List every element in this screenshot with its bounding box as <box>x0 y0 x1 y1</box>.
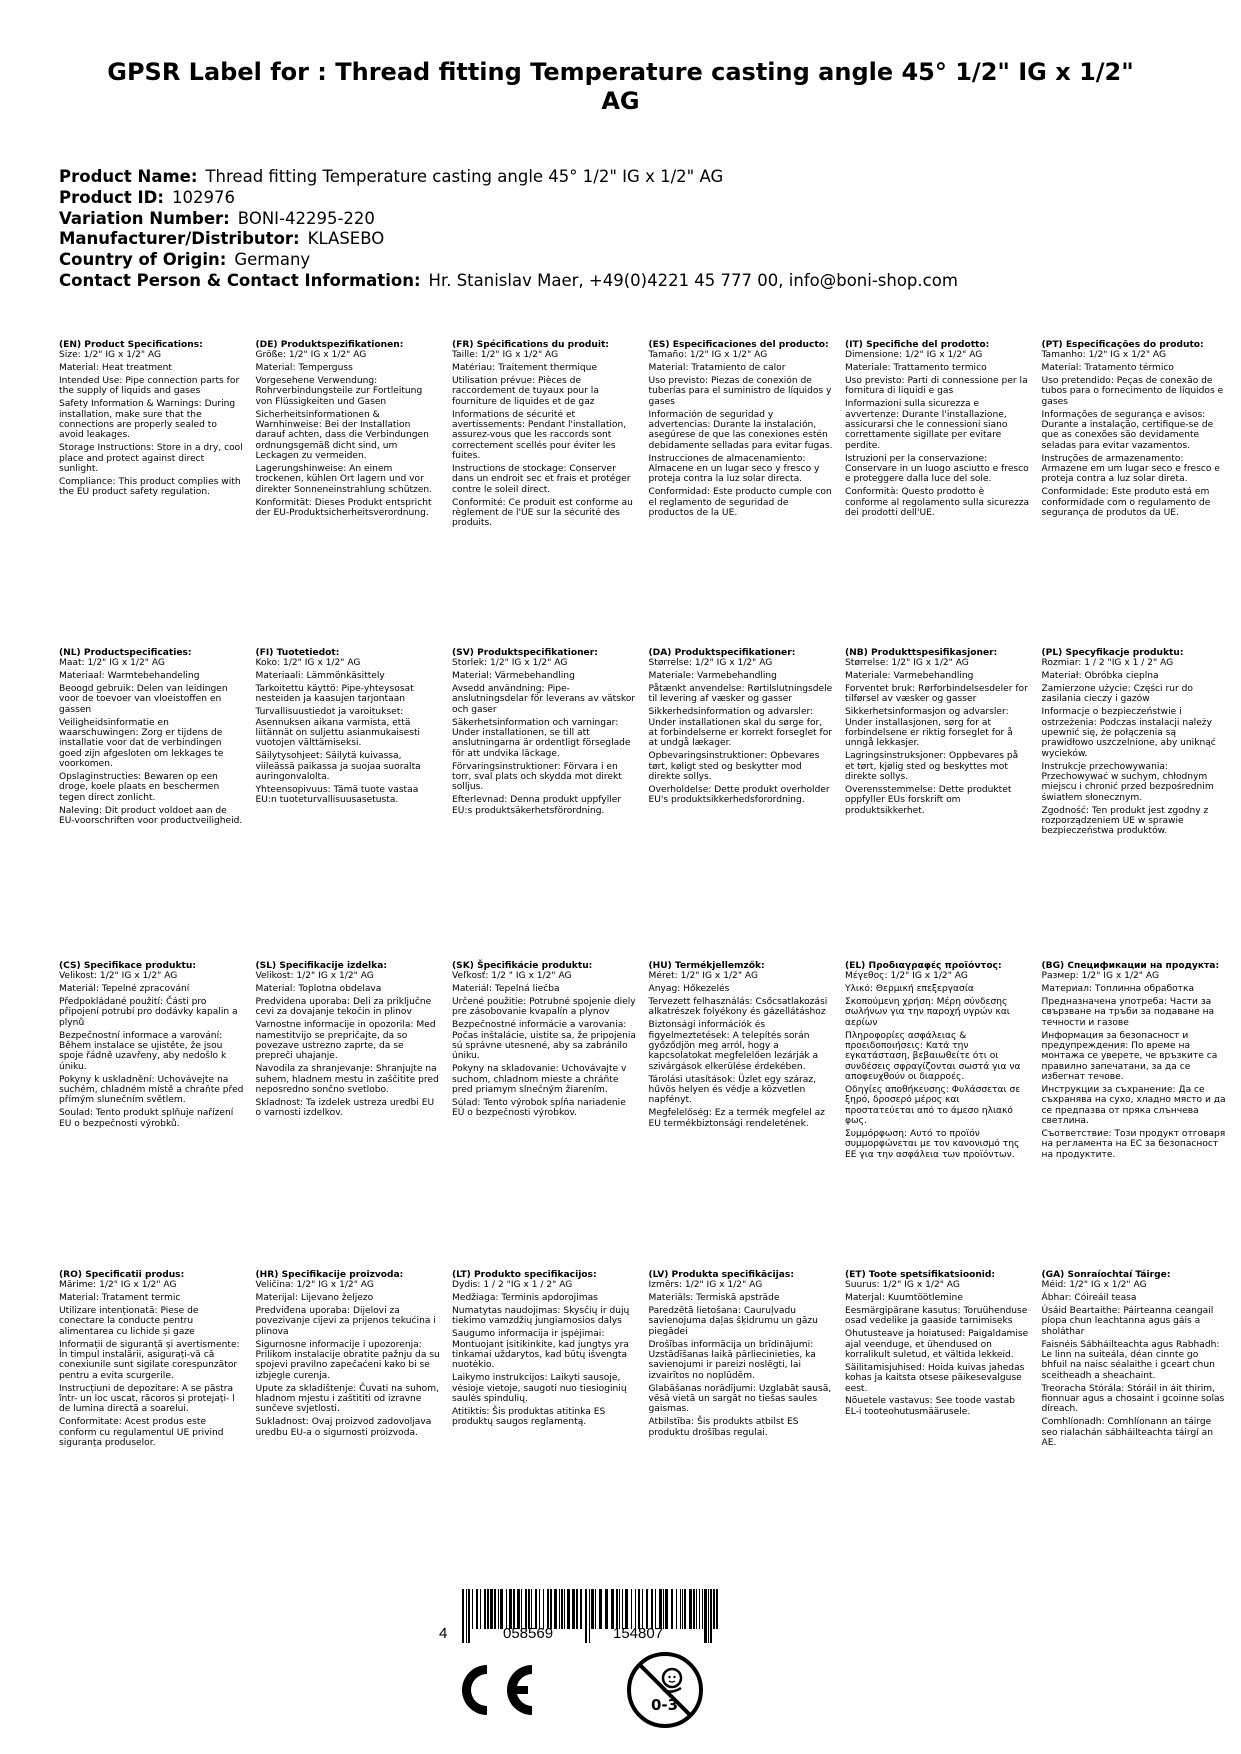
spec-line: Comhlíonadh: Comhlíonann an táirge seo rialachán sábháilteachta táirgí an AE. <box>1041 1417 1213 1449</box>
spec-heading: (ET) Toote spetsifikatsioonid: <box>845 1270 996 1280</box>
spec-block-fr <box>452 340 649 531</box>
spec-line: Nõuetele vastavus: See toode vastab EL-i tooteohutusmäärusele. <box>845 1396 1015 1417</box>
spec-heading: (RO) Specificatii produs: <box>59 1270 185 1280</box>
spec-block-da <box>649 648 846 839</box>
spec-line: Storage Instructions: Store in a dry, cool place and protect against direct sunlight. <box>59 443 243 475</box>
spec-line: Υλικό: Θερμική επεξεργασία <box>845 984 974 995</box>
info-value: BONI-42295-220 <box>237 208 375 228</box>
spec-line: Faisnéis Sábháilteachta agus Rabhadh: Le linn na suiteála, déan cinnte go bhfuil na naisc séalaithe i gceart chun sceitheadh a sheachaint. <box>1041 1339 1220 1381</box>
spec-line: Eesmärgipärane kasutus: Toruühenduse osad vedelike ja gaaside tarnimiseks <box>845 1306 1028 1327</box>
info-value: KLASEBO <box>307 229 385 249</box>
spec-line: Säilitamisjuhised: Hoida kuivas jahedas kohas ja kaitsta otsese päikesevalguse eest. <box>845 1362 1025 1394</box>
spec-line: Material: Tratamento térmico <box>1041 363 1174 374</box>
spec-line: Ábhar: Cóireáil teasa <box>1041 1293 1137 1304</box>
spec-block-lt <box>452 1270 649 1451</box>
info-product-name <box>59 167 1199 188</box>
spec-line: Compliance: This product complies with the EU product safety regulation. <box>59 476 241 498</box>
spec-line: Materiál: Tepelná liečba <box>452 984 560 995</box>
spec-line: Overensstemmelse: Dette produktet oppfyller EUs forskrift om produktsikkerhet. <box>845 784 1012 816</box>
info-value: Hr. Stanislav Maer, +49(0)4221 45 777 00, info@boni-shop.com <box>428 270 958 290</box>
spec-block-de <box>256 340 453 531</box>
info-label: Manufacturer/Distributor: <box>59 229 300 249</box>
spec-line: Zamierzone użycie: Części rur do zasilania cieczy i gazów <box>1041 684 1193 705</box>
spec-line: Atbilstība: Šis produkts atbilst ES produktu drošības regulai. <box>648 1417 799 1438</box>
spec-line: Súlad: Tento výrobok spĺňa nariadenie EÚ o bezpečnosti výrobkov. <box>452 1097 626 1119</box>
spec-heading: (BG) Спецификации на продукта: <box>1041 961 1220 971</box>
spec-line: Instrucciones de almacenamiento: Almacene en un lugar seco y fresco y proteja contra la luz solar directa. <box>648 453 820 485</box>
spec-line: Megfelelőség: Ez a termék megfelel az EU termékbiztonsági rendeletének. <box>648 1108 825 1129</box>
spec-heading: (DA) Produktspecifikationer: <box>648 648 796 658</box>
spec-block-it <box>845 340 1042 531</box>
spec-line: Tarkoitettu käyttö: Pipe-yhteysosat nesteiden ja kaasujen tarjontaan <box>255 684 414 705</box>
spec-line: Размер: 1/2" IG x 1/2" AG <box>1041 971 1159 982</box>
spec-line: Säkerhetsinformation och varningar: Under installationen, se till att anslutningarna är ordentligt förseglade för att undvika läckage. <box>452 717 631 759</box>
spec-line: Beoogd gebruik: Delen van leidingen voor de toevoer van vloeistoffen en gassen <box>59 684 228 715</box>
spec-line: Storlek: 1/2" IG x 1/2" AG <box>452 658 568 669</box>
spec-line: Méret: 1/2" IG x 1/2" AG <box>648 971 759 982</box>
spec-line: Säilytysohjeet: Säilytä kuivassa, viileässä paikassa ja suojaa suoralta auringonvalolta. <box>255 751 421 783</box>
spec-line: Pokyny na skladovanie: Uchovávajte v suchom, chladnom mieste a chráňte pred priamym slnečným žiarením. <box>452 1064 627 1096</box>
info-label: Product ID: <box>59 187 164 207</box>
spec-line: Varnostne informacije in opozorila: Med namestitvijo se prepričajte, da so povezave ustrezno zaprte, da se prepreči uhajanje. <box>255 1020 436 1062</box>
spec-line: Medžiaga: Terminis apdorojimas <box>452 1293 598 1304</box>
spec-line: Tárolási utasítások: Üzlet egy száraz, hűvös helyen és védje a közvetlen napfényt. <box>648 1074 817 1106</box>
spec-line: Taille: 1/2" IG x 1/2" AG <box>452 350 559 361</box>
spec-block-bg <box>1042 961 1239 1163</box>
spec-block-sl <box>256 961 453 1163</box>
spec-line: Materiál: Tepelné zpracování <box>59 984 190 995</box>
spec-block-et <box>845 1270 1042 1451</box>
spec-line: Conformitate: Acest produs este conform cu regulamentul UE privind siguranța produselor. <box>59 1417 224 1449</box>
spec-line: Opbevaringsinstruktioner: Opbevares tørt, køligt sted og beskytter mod direkte sollys. <box>648 751 820 783</box>
spec-line: Maat: 1/2" IG x 1/2" AG <box>59 658 165 669</box>
spec-line: Atitiktis: Šis produktas atitinka ES produktų saugos reglamentą. <box>452 1406 606 1428</box>
spec-heading: (PL) Specyfikacje produktu: <box>1041 648 1184 658</box>
spec-heading: (IT) Specifiche del prodotto: <box>845 340 990 350</box>
spec-line: Πληροφορίες ασφάλειας & προειδοποιήσεις: Κατά την εγκατάσταση, βεβαιωθείτε ότι οι συνδέσεις σφραγίζονται σωστά για να αποφευχθούν οι διαρροές. <box>845 1030 1021 1083</box>
spec-heading: (SK) Špecifikácie produktu: <box>452 961 593 971</box>
spec-heading: (ES) Especificaciones del producto: <box>648 340 829 350</box>
spec-line: Velikost: 1/2" IG x 1/2" AG <box>59 971 178 982</box>
spec-block-el <box>845 961 1042 1163</box>
spec-line: Ohutusteave ja hoiatused: Paigaldamise ajal veenduge, et ühendused on korralikult suletud, et vältida lekkeid. <box>845 1329 1029 1361</box>
spec-line: Материал: Топлинна обработка <box>1041 984 1195 995</box>
info-manufacturer <box>59 229 1199 250</box>
spec-line: Matériau: Traitement thermique <box>452 363 598 374</box>
spec-line: Informacje o bezpieczeństwie i ostrzeżenia: Podczas instalacji należy upewnić się, że połączenia są prawidłowo uszczelnione, aby uniknąć wycieków. <box>1041 707 1216 759</box>
spec-line: Bezpečnostní informace a varování: Během instalace se ujistěte, že jsou spoje řádně uzavřeny, aby nedošlo k úniku. <box>59 1030 227 1072</box>
spec-line: Upute za skladištenje: Čuvati na suhom, hladnom mjestu i zaštititi od izravne sunčeve svjetlosti. <box>255 1383 439 1415</box>
spec-line: Treoracha Stórála: Stóráil in áit thirim, fionnuar agus a chosaint i gcoinne solas díreach. <box>1041 1383 1225 1415</box>
spec-line: Material: Tratament termic <box>59 1293 181 1304</box>
spec-heading: (EL) Προδιαγραφές προϊόντος: <box>845 961 1002 971</box>
spec-block-nl <box>59 648 256 839</box>
spec-line: Инструкции за съхранение: Да се съхранява на сухо, хладно място и да се предпазва от пряка слънчева светлина. <box>1041 1085 1226 1127</box>
spec-block-en <box>59 340 256 531</box>
spec-line: Naleving: Dit product voldoet aan de EU-voorschriften voor productveiligheid. <box>59 805 243 827</box>
spec-line: Biztonsági információk és figyelmeztetések: A telepítés során győződjön meg arról, hogy a kapcsolatokat megfelelően lezárják a szivárgások elkerülése érdekében. <box>648 1020 819 1072</box>
spec-line: Koko: 1/2" IG x 1/2" AG <box>255 658 361 669</box>
spec-line: Förvaringsinstruktioner: Förvara i en torr, sval plats och skydda mot direkt solljus. <box>452 761 622 793</box>
spec-line: Sukladnost: Ovaj proizvod zadovoljava uredbu EU-a o sigurnosti proizvoda. <box>255 1417 432 1438</box>
spec-block-ro <box>59 1270 256 1451</box>
age-range-label: 0-3 <box>651 1696 679 1714</box>
spec-row-2 <box>59 648 1239 839</box>
info-label: Product Name: <box>59 167 198 186</box>
spec-line: Overholdelse: Dette produkt overholder EU's produktsikkerhedsforordning. <box>648 784 830 806</box>
spec-line: Opslaginstructies: Bewaren op een droge, koele plaats en beschermen tegen direct zonlicht. <box>59 772 220 803</box>
spec-block-pt <box>1042 340 1239 531</box>
spec-row-4 <box>59 1270 1239 1451</box>
spec-line: Informazioni sulla sicurezza e avvertenze: Durante l'installazione, assicurarsi che le connessioni siano correttamente sigillate per evitare perdite. <box>845 399 1008 451</box>
spec-line: Efterlevnad: Denna produkt uppfyller EU:s produktsäkerhetsförordning. <box>452 795 622 816</box>
spec-line: Intended Use: Pipe connection parts for the supply of liquids and gases <box>59 376 240 397</box>
spec-line: Påtænkt anvendelse: Rørtilslutningsdele til levering af væsker og gasser <box>648 684 833 705</box>
spec-block-pl <box>1042 648 1239 839</box>
spec-line: Materiaal: Warmtebehandeling <box>59 671 200 682</box>
spec-block-nb <box>845 648 1042 839</box>
spec-line: Bezpečnostné informácie a varovania: Počas inštalácie, uistite sa, že pripojenia sú správne utesnené, aby sa zabránilo úniku. <box>452 1020 636 1062</box>
spec-line: Instrucțiuni de depozitare: A se păstra într- un loc uscat, răcoros și protejați- l de lumina directă a soarelui. <box>59 1383 235 1415</box>
spec-block-sv <box>452 648 649 839</box>
spec-line: Información de seguridad y advertencias: Durante la instalación, asegúrese de que las conexiones estén debidamente selladas para evitar fugas. <box>648 409 833 451</box>
spec-line: Информация за безопасност и предупреждения: По време на монтажа се уверете, че връзките са правилно запечатани, за да се избегнат течове. <box>1041 1030 1218 1083</box>
spec-line: Utilizare intenționată: Piese de conectare la conducte pentru alimentarea cu lichide și gaze <box>59 1306 199 1337</box>
spec-line: Materiaali: Lämmönkäsittely <box>255 671 385 682</box>
ce-mark-icon <box>452 1660 536 1720</box>
spec-heading: (HU) Termékjellemzők: <box>648 961 765 971</box>
spec-line: Tamaño: 1/2" IG x 1/2" AG <box>648 350 768 361</box>
spec-block-fi <box>256 648 453 839</box>
spec-line: Dimensione: 1/2" IG x 1/2" AG <box>845 350 983 361</box>
spec-heading: (FR) Spécifications du produit: <box>452 340 609 350</box>
spec-line: Σκοπούμενη χρήση: Μέρη σύνδεσης σωλήνων για την παροχή υγρών και αερίων <box>845 997 1010 1028</box>
spec-row-1 <box>59 340 1239 531</box>
spec-block-sk <box>452 961 649 1163</box>
spec-line: Størrelse: 1/2" IG x 1/2" AG <box>845 658 969 669</box>
info-variation-number <box>59 209 1199 230</box>
spec-line: Størrelse: 1/2" IG x 1/2" AG <box>648 658 773 669</box>
spec-line: Paredzētā lietošana: Cauruļvadu savienojuma daļas šķidrumu un gāzu piegādei <box>648 1306 818 1337</box>
spec-line: Soulad: Tento produkt splňuje nařízení EU o bezpečnosti výrobků. <box>59 1108 234 1129</box>
info-label: Variation Number: <box>59 208 230 228</box>
spec-line: Instruções de armazenamento: Armazene em um lugar seco e fresco e proteja contra a luz solar direta. <box>1041 453 1220 485</box>
barcode-digit-first: 4 <box>439 1625 448 1642</box>
spec-line: Dydis: 1 / 2 "IG x 1 / 2" AG <box>452 1280 573 1291</box>
spec-line: Určené použitie: Potrubné spojenie diely pre zásobovanie kvapalín a plynov <box>452 997 636 1018</box>
spec-line: Drošības informācija un brīdinājumi: Uzstādīšanas laikā pārliecinieties, ka savienojumi ir pareizi noslēgti, lai izvairītos no noplūdēm. <box>648 1339 816 1381</box>
spec-line: Materiale: Varmebehandling <box>648 671 777 682</box>
spec-line: Μέγεθος: 1/2" IG x 1/2" AG <box>845 971 968 982</box>
spec-line: Materiał: Obróbka cieplna <box>1041 671 1159 682</box>
spec-line: Συμμόρφωση: Αυτό το προϊόν συμμορφώνεται με τον κανονισμό της ΕΕ για την ασφάλεια των προϊόντων. <box>845 1129 1020 1160</box>
spec-heading: (GA) Sonraíochtaí Táirge: <box>1041 1270 1171 1280</box>
spec-heading: (LV) Produkta specifikācijas: <box>648 1270 794 1280</box>
info-label: Country of Origin: <box>59 250 227 270</box>
page-title: GPSR Label for : Thread fitting Temperature casting angle 45° 1/2" IG x 1/2" AG <box>107 58 1134 115</box>
info-value: Thread fitting Temperature casting angle 45° 1/2" IG x 1/2" AG <box>205 167 724 186</box>
spec-line: Material: Värmebehandling <box>452 671 575 682</box>
age-warning-icon <box>625 1650 705 1730</box>
spec-line: Informații de siguranță și avertismente: În timpul instalării, asigurați-vă că conexiunile sunt sigilate corespunzător pentru a evita scurgerile. <box>59 1339 240 1381</box>
spec-line: Conformidade: Este produto está em conformidade com o regulamento de segurança de produtos da UE. <box>1041 487 1211 519</box>
spec-heading: (CS) Specifikace produktu: <box>59 961 196 971</box>
spec-heading: (PT) Especificações do produto: <box>1041 340 1204 350</box>
info-value: Germany <box>234 250 311 270</box>
spec-line: Anyag: Hőkezelés <box>648 984 730 995</box>
info-country-of-origin <box>59 250 1199 271</box>
spec-line: Veľkosť: 1/2 " IG x 1/2" AG <box>452 971 572 982</box>
barcode-group-left: 058569 <box>503 1625 554 1642</box>
spec-line: Material: Toplotna obdelava <box>255 984 382 995</box>
spec-line: Rozmiar: 1 / 2 "IG x 1 / 2" AG <box>1041 658 1174 669</box>
spec-line: Skladnost: Ta izdelek ustreza uredbi EU o varnosti izdelkov. <box>255 1097 435 1119</box>
spec-block-lv <box>649 1270 846 1451</box>
spec-line: Material: Tratamiento de calor <box>648 363 786 374</box>
info-product-id <box>59 188 1199 209</box>
spec-line: Material: Temperguss <box>255 363 353 374</box>
spec-line: Predvidena uporaba: Deli za priključne cevi za dovajanje tekočin in plinov <box>255 997 432 1018</box>
spec-line: Yhteensopivuus: Tämä tuote vastaa EU:n tuoteturvallisuusasetusta. <box>255 784 419 806</box>
spec-line: Predviđena uporaba: Dijelovi za povezivanje cijevi za prijenos tekućina i plinova <box>255 1306 436 1337</box>
spec-line: Size: 1/2" IG x 1/2" AG <box>59 350 162 361</box>
spec-line: Navodila za shranjevanje: Shranjujte na suhem, hladnem mestu in zaščitite pred neposredno sončno svetlobo. <box>255 1064 439 1096</box>
spec-line: Izmērs: 1/2" IG x 1/2" AG <box>648 1280 763 1291</box>
spec-line: Informations de sécurité et avertissements: Pendant l'installation, assurez-vous que les raccords sont correctement scellés pour éviter les fuites. <box>452 409 627 462</box>
spec-line: Forventet bruk: Rørforbindelsesdeler for tilførsel av væsker og gasser <box>845 684 1028 705</box>
info-value: 102976 <box>171 187 235 207</box>
spec-line: Uso pretendido: Peças de conexão de tubos para o fornecimento de líquidos e gases <box>1041 376 1224 407</box>
spec-heading: (NB) Produkttspesifikasjoner: <box>845 648 998 658</box>
spec-line: Предназначена употреба: Части за свързване на тръби за подаване на течности и газове <box>1041 997 1215 1028</box>
spec-line: Utilisation prévue: Pièces de raccordement de tuyaux pour la fourniture de liquides et de gaz <box>452 376 599 407</box>
spec-line: Uso previsto: Piezas de conexión de tuberías para el suministro de líquidos y gases <box>648 376 832 407</box>
spec-line: Vorgesehene Verwendung: Rohrverbindungsteile zur Fortleitung von Flüssigkeiten und Gasen <box>255 376 423 407</box>
spec-line: Sikkerhetsinformasjon og advarsler: Under installasjonen, sørg for at forbindelsene er riktig forseglet for å unngå lekkasjer. <box>845 707 1013 749</box>
spec-block-es <box>649 340 846 531</box>
spec-line: Turvallisuustiedot ja varoitukset: Asennuksen aikana varmista, että liitännät on suljettu asianmukaisesti vuotojen välttämiseksi. <box>255 707 421 749</box>
spec-line: Mărime: 1/2" IG x 1/2" AG <box>59 1280 177 1291</box>
spec-block-cs <box>59 961 256 1163</box>
spec-heading: (FI) Tuotetiedot: <box>255 648 340 658</box>
spec-line: Lagerungshinweise: An einem trockenen, kühlen Ort lagern und vor direkter Sonneneinstrahlung schützen. <box>255 464 433 495</box>
spec-line: Conformité: Ce produit est conforme au règlement de l'UE sur la sécurité des produits. <box>452 497 633 529</box>
spec-line: Instrukcje przechowywania: Przechowywać w suchym, chłodnym miejscu i chronić przed bezpośrednim światłem słonecznym. <box>1041 761 1214 803</box>
spec-line: Οδηγίες αποθήκευσης: Φυλάσσεται σε ξηρό, δροσερό μέρος και προστατεύεται από το άμεσο ηλιακό φως. <box>845 1085 1021 1127</box>
barcode-bars <box>437 1589 743 1645</box>
spec-line: Materiale: Trattamento termico <box>845 363 987 374</box>
spec-block-hu <box>649 961 846 1163</box>
spec-line: Uso previsto: Parti di connessione per la fornitura di liquidi e gas <box>845 376 1028 397</box>
info-label: Contact Person & Contact Information: <box>59 270 421 290</box>
spec-line: Tamanho: 1/2" IG x 1/2" AG <box>1041 350 1167 361</box>
spec-line: Sicherheitsinformationen & Warnhinweise: Bei der Installation darauf achten, dass die Verbindungen ordnungsgemäß dicht sind, um Leckagen zu vermeiden. <box>255 409 429 462</box>
barcode <box>437 1589 743 1645</box>
spec-line: Materiāls: Termiskā apstrāde <box>648 1293 780 1304</box>
barcode-group-right: 154807 <box>613 1625 664 1642</box>
spec-line: Safety Information & Warnings: During installation, make sure that the connections are properly sealed to avoid leakages. <box>59 399 236 441</box>
spec-block-hr <box>256 1270 453 1451</box>
spec-line: Conformidad: Este producto cumple con el reglamento de seguridad de productos de la UE. <box>648 487 832 519</box>
spec-line: Zgodność: Ten produkt jest zgodny z rozporządzeniem UE w sprawie bezpieczeństwa produktów. <box>1041 805 1209 837</box>
spec-line: Suurus: 1/2" IG x 1/2" AG <box>845 1280 960 1291</box>
spec-line: Avsedd användning: Pipe-anslutningsdelar för leverans av vätskor och gaser <box>452 684 636 715</box>
spec-line: Sigurnosne informacije i upozorenja: Prilikom instalacije obratite pažnju da su spojevi pravilno zapečaćeni kako bi se izbjegle curenja. <box>255 1339 440 1381</box>
spec-line: Instructions de stockage: Conserver dans un endroit sec et frais et protéger contre le soleil direct. <box>452 464 631 495</box>
spec-heading: (SV) Produktspecifikationer: <box>452 648 598 658</box>
spec-heading: (DE) Produktspezifikationen: <box>255 340 404 350</box>
spec-line: Tervezett felhasználás: Csőcsatlakozási alkatrészek folyékony és gázellátáshoz <box>648 997 828 1018</box>
spec-line: Informações de segurança e avisos: Durante a instalação, certifique-se de que as conexões são devidamente seladas para evitar vazamentos. <box>1041 409 1214 451</box>
spec-line: Größe: 1/2" IG x 1/2" AG <box>255 350 367 361</box>
spec-row-3 <box>59 961 1239 1163</box>
spec-heading: (HR) Specifikacije proizvoda: <box>255 1270 404 1280</box>
product-info <box>59 167 1199 292</box>
spec-line: Glabāšanas norādījumi: Uzglabāt sausā, vēsā vietā un sargāt no tiešas saules gaismas. <box>648 1383 832 1415</box>
spec-line: Materijal: Lijevano željezo <box>255 1293 374 1304</box>
spec-line: Lagringsinstruksjoner: Oppbevares på et tørt, kjølig sted og beskyttes mot direkte sollys. <box>845 751 1019 783</box>
spec-line: Pokyny k uskladnění: Uchovávejte na suchém, chladném místě a chraňte před přímým slunečním světlem. <box>59 1074 244 1106</box>
spec-line: Istruzioni per la conservazione: Conservare in un luogo asciutto e fresco e proteggere dalla luce del sole. <box>845 453 1029 485</box>
spec-line: Saugumo informacija ir įspėjimai: Montuojant įsitikinkite, kad jungtys yra tinkamai uždarytos, kad būtų išvengta nuotėkio. <box>452 1329 629 1371</box>
spec-heading: (SL) Specifikacije izdelka: <box>255 961 387 971</box>
spec-heading: (EN) Product Specifications: <box>59 340 203 350</box>
spec-line: Předpokládané použití: Části pro připojení potrubí pro dodávky kapalin a plynů <box>59 997 238 1028</box>
info-contact <box>59 271 1199 292</box>
spec-block-ga <box>1042 1270 1239 1451</box>
spec-line: Velikost: 1/2" IG x 1/2" AG <box>255 971 374 982</box>
spec-line: Konformität: Dieses Produkt entspricht der EU-Produktsicherheitsverordnung. <box>255 497 432 519</box>
spec-line: Veličina: 1/2" IG x 1/2" AG <box>255 1280 374 1291</box>
spec-line: Materjal: Kuumtöötlemine <box>845 1293 963 1304</box>
spec-line: Úsáid Beartaithe: Páirteanna ceangail píopa chun leachtanna agus gáis a sholáthar <box>1041 1306 1214 1337</box>
spec-line: Съответствие: Този продукт отговаря на регламента на ЕС за безопасност на продуктите. <box>1041 1129 1226 1160</box>
spec-heading: (LT) Produkto specifikacijos: <box>452 1270 597 1280</box>
spec-line: Numatytas naudojimas: Skysčių ir dujų tiekimo vamzdžių jungiamosios dalys <box>452 1306 630 1327</box>
spec-line: Material: Heat treatment <box>59 363 172 374</box>
spec-heading: (NL) Productspecificaties: <box>59 648 192 658</box>
spec-line: Materiale: Varmebehandling <box>845 671 974 682</box>
spec-line: Sikkerhedsinformation og advarsler: Under installationen skal du sørge for, at forbindelserne er korrekt forseglet for at undgå lækager. <box>648 707 833 749</box>
spec-line: Veiligheidsinformatie en waarschuwingen: Zorg er tijdens de installatie voor dat de verbindingen goed zijn afgesloten om lekkages te voorkomen. <box>59 717 224 770</box>
spec-line: Laikymo instrukcijos: Laikyti sausoje, vėsioje vietoje, saugoti nuo tiesioginių saulės spindulių. <box>452 1373 627 1405</box>
spec-line: Méid: 1/2" IG x 1/2" AG <box>1041 1280 1147 1291</box>
spec-line: Conformità: Questo prodotto è conforme al regolamento sulla sicurezza dei prodotti dell'UE. <box>845 487 1030 519</box>
